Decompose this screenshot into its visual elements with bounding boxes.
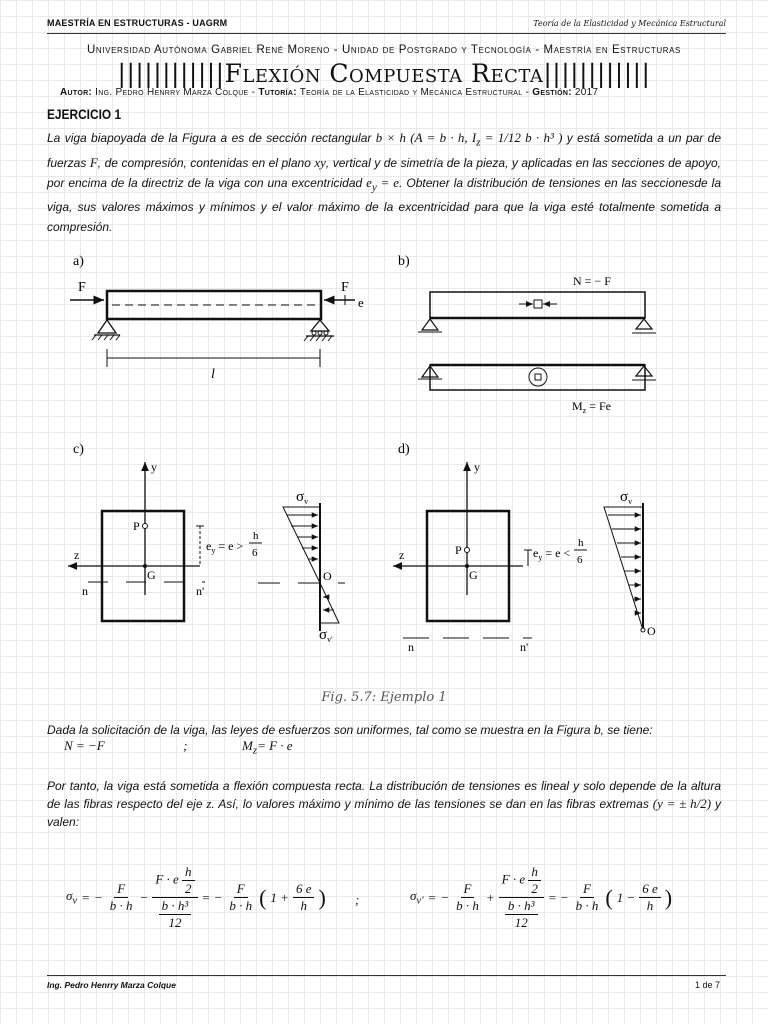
text-run: , de compresión, contenidas en el plano: [97, 155, 315, 170]
paragraph-solicitation: Dada la solicitación de la viga, las leyes de esfuerzos son uniformes, tal como se muestra en la Figura b, se tiene:: [47, 723, 653, 737]
text-run: . Así, lo valores máximo y mínimo de las tensiones se dan en las fibras extremas: [211, 797, 653, 811]
header-right: Teoría de la Elasticidad y Mecánica Estructural: [533, 19, 726, 28]
y-label-d: y: [474, 460, 480, 474]
header-left: MAESTRÍA EN ESTRUCTURAS - UAGRM: [47, 18, 228, 28]
label-d: d): [398, 442, 410, 457]
text-run: . Obtener la distribución de tensiones en las seccionesde la viga, sus valores máximos y mínimos y el valor máximo de la excentricidad para que la viga esté totalmente sometida a compresión.: [47, 175, 722, 235]
axial-diagram: [430, 292, 645, 318]
frac-F-bh-2: $\frac{F}{b \cdot h}$: [229, 881, 253, 913]
math-z: z: [206, 796, 212, 811]
math-F: F: [89, 154, 98, 170]
point-p-d: [465, 548, 470, 553]
text-run: y está sometida a un par de fuerzas: [47, 131, 721, 170]
g-label-c: G: [147, 568, 156, 582]
formula-sigma-vprime: $\sigma_{v'}$ = − $\frac{F}{b \cdot h}$ + F · e $\frac{h}{2}$ $\frac{\text{b · h³}}{12}$ = − $\frac{F}{b \cdot h}$ ( 1 − $\frac{6 e}{h}$ ): [410, 864, 673, 930]
roller-support-right: [304, 320, 334, 341]
ecc-label-d: $e_y = e$ <: [533, 546, 571, 562]
label-c: c): [73, 442, 84, 457]
text-run: y valen:: [47, 797, 721, 829]
page-number: 1 de 7: [694, 980, 720, 990]
math-ey: $e_y = e$: [366, 174, 400, 194]
exercise-heading: EJERCICIO 1: [47, 106, 122, 122]
label-b: b): [398, 254, 410, 269]
eq-n: N = −F: [64, 738, 105, 753]
gestion-label: Gestión:: [532, 87, 572, 98]
y-label-c: y: [151, 460, 157, 474]
math-y-range: (y = ± h/2): [652, 796, 712, 811]
pin-support-b1: [418, 319, 442, 332]
z-label-d: z: [399, 548, 405, 562]
text-run: Por tanto, la viga está sometida a flexión compuesta recta. La distribución de tensiones es lineal y solo depende de la altura de las fibras respecto del eje: [47, 779, 721, 811]
document-title: ||||||||||||Flexión Compuesta Recta||||||||||||: [117, 59, 651, 88]
h-label-c: h: [253, 530, 259, 542]
tutoria-name: Teoría de la Elasticidad y Mecánica Estructural -: [296, 87, 533, 98]
author-line: [60, 87, 598, 98]
header-divider: [47, 33, 726, 34]
label-a: a): [73, 254, 84, 269]
point-p-c: [143, 524, 148, 529]
figure-5-7: [0, 245, 768, 685]
stress-arrows-d: [608, 515, 641, 613]
roller-support-b2: [632, 366, 656, 380]
author-label: Autor:: [60, 87, 93, 98]
moment-circle: [529, 368, 547, 386]
sigma-symbol: $\sigma_{v'}$: [410, 888, 424, 907]
stress-triangle-compression-c: [283, 507, 320, 583]
moment-square: [535, 374, 541, 380]
formula-sigma-v: $\sigma_v$ = − $\frac{F}{b \cdot h}$ − F · e $\frac{h}{2}$ $\frac{\text{b · h³}}{12}$ = − $\frac{F}{b \cdot h}$ ( 1 + $\frac{6 e}{h}$ ): [66, 864, 326, 930]
eccentricity-label: e: [358, 295, 364, 310]
frac-F-bh: $\frac{F}{b \cdot h}$: [109, 881, 133, 913]
force-left-label: F: [78, 280, 86, 295]
frac-F-bh-2: $\frac{F}{b \cdot h}$: [575, 881, 599, 913]
z-label-c: z: [74, 548, 80, 562]
figure-caption: Fig. 5.7: Ejemplo 1: [321, 690, 447, 705]
point-o-d: [641, 628, 645, 632]
n-label-c: n: [82, 584, 88, 598]
text-run: , vertical y de simetría de la pieza, y aplicadas en las secciones de apoyo, por encima de la directriz de la viga con una excentricidad: [47, 155, 721, 190]
six-label-c: 6: [252, 547, 258, 559]
university-line: Universidad Autónoma Gabriel René Moreno - Unidad de Postgrado y Tecnología - Maestría en Estructuras: [87, 44, 681, 56]
gestion-year: 2017: [571, 87, 599, 98]
sigma-vprime-label-c: $\sigma_{v'}$: [319, 627, 333, 644]
length-label: l: [211, 367, 215, 382]
paragraph-flexion: [47, 777, 721, 831]
pin-support-left: [92, 320, 120, 340]
eq-mz: $M_z= F \cdot e$: [242, 738, 293, 757]
n-prime-label-c: n': [196, 584, 205, 598]
n-prime-label-d: n': [520, 640, 529, 654]
force-right-label: F: [341, 280, 349, 295]
frac-moment-term: F · e $\frac{h}{2}$ $\frac{\text{b · h³}}{12}$: [499, 864, 544, 931]
footer-divider: [47, 975, 726, 976]
p-label-d: P: [455, 543, 462, 557]
equation-efforts: [64, 738, 293, 757]
stress-triangle-tension-c: [320, 583, 339, 623]
frac-6e-h: $\frac{6 e}{h}$: [639, 881, 661, 914]
eq-separator: ;: [183, 738, 188, 753]
frac-F-bh: $\frac{F}{b \cdot h}$: [456, 881, 479, 913]
stress-triangle-d: [604, 507, 643, 630]
n-label-d: n: [408, 640, 414, 654]
math-xy: xy: [314, 154, 326, 170]
six-label-d: 6: [577, 554, 583, 566]
element-square: [534, 300, 542, 308]
g-label-d: G: [469, 568, 478, 582]
formula-separator: ;: [355, 892, 360, 907]
roller-support-b1: [632, 319, 656, 333]
frac-6e-h: $\frac{6 e}{h}$: [293, 881, 315, 914]
ecc-label-c: $e_y = e$ >: [206, 539, 244, 555]
footer-author: Ing. Pedro Henrry Marza Colque: [47, 980, 176, 990]
moment-label: $M_z = Fe$: [572, 399, 612, 415]
o-label-c: O: [323, 569, 332, 583]
p-label-c: P: [133, 519, 140, 533]
h-label-d: h: [578, 537, 584, 549]
text-run: La viga biapoyada de la Figura a es de sección rectangular: [47, 131, 376, 145]
o-label-d: O: [647, 624, 656, 638]
sigma-symbol: $\sigma_v$: [66, 888, 78, 907]
sigma-v-label-c: $\sigma_v$: [296, 489, 309, 506]
axial-force-label: N = − F: [573, 274, 611, 288]
tutoria-label: Tutoría:: [258, 87, 297, 98]
frac-moment-term: F · e $\frac{h}{2}$ $\frac{\text{b · h³}}{12}$: [152, 864, 197, 931]
author-name: Ing. Pedro Henrry Marza Colque -: [92, 87, 259, 98]
math-section: b × h (A = b · h, $I_z = 1/12$ b · h³ ): [375, 130, 563, 149]
sigma-v-label-d: $\sigma_v$: [620, 489, 633, 506]
problem-statement: [47, 128, 721, 237]
